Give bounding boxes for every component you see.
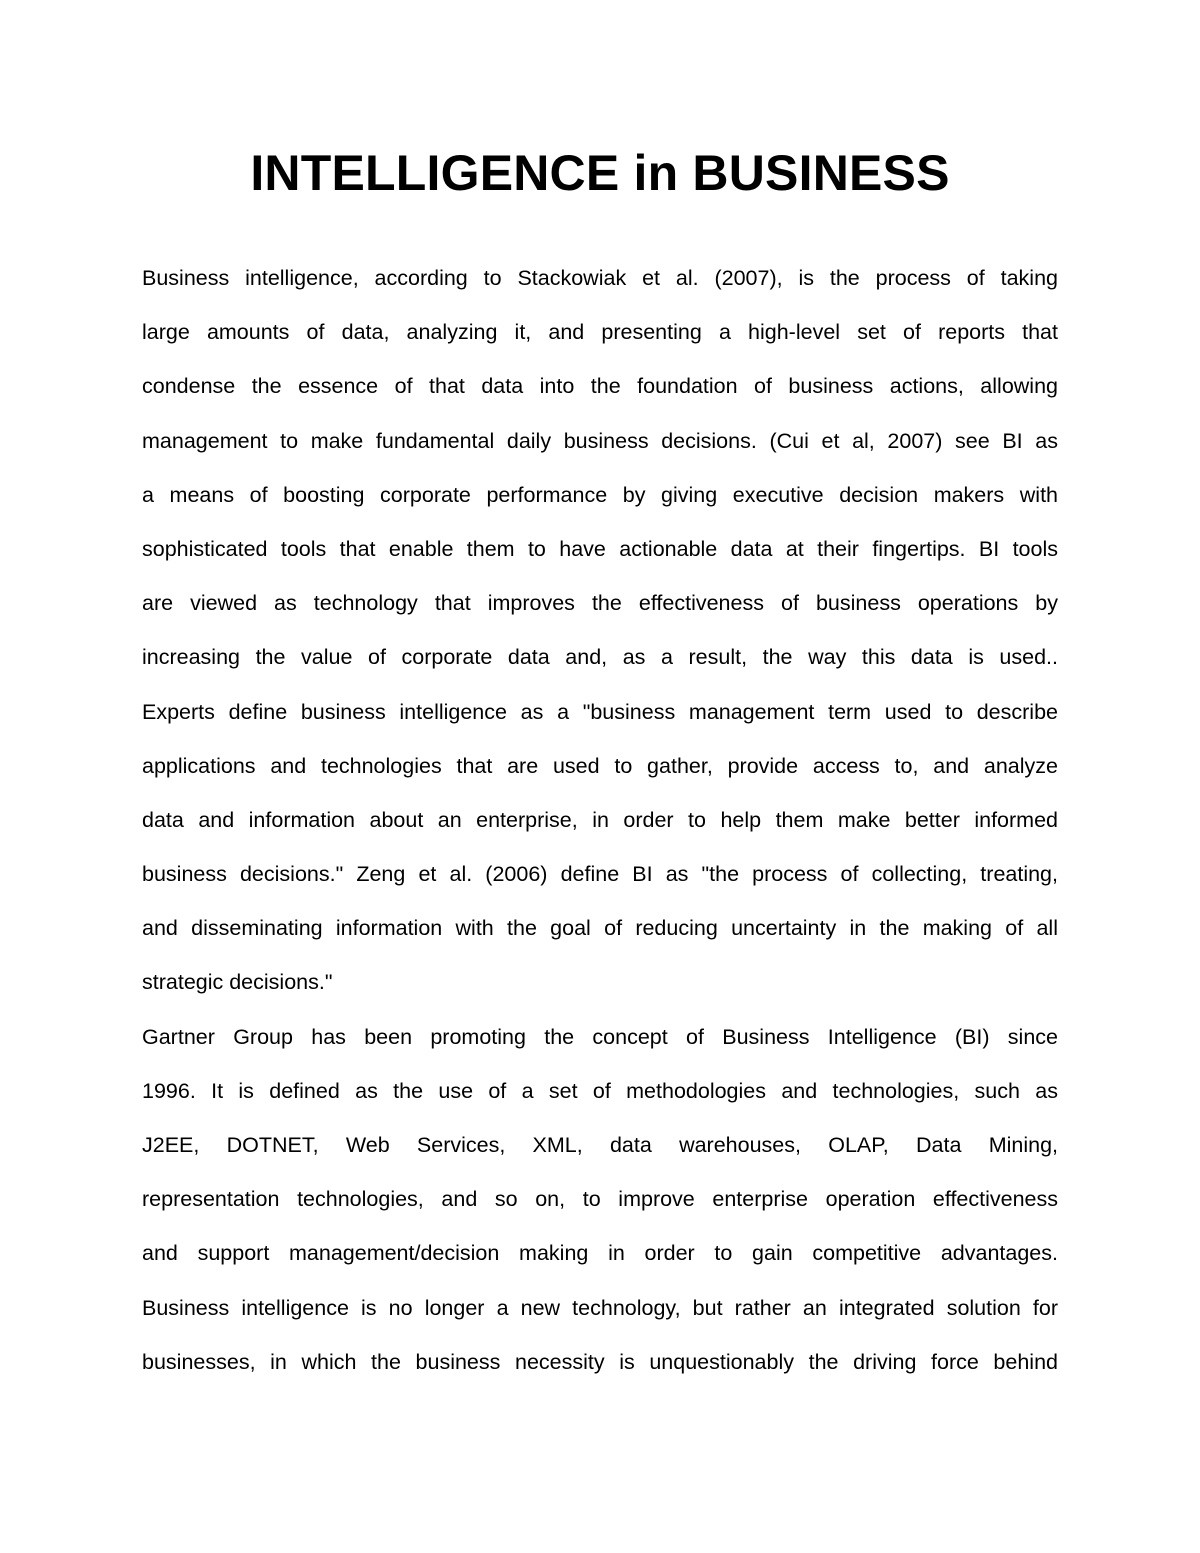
text-line: are viewed as technology that improves the effectiveness of business operations by — [142, 591, 1058, 616]
text-line: strategic decisions." — [142, 970, 333, 995]
body-text — [142, 251, 1058, 1389]
text-line: applications and technologies that are used to gather, provide access to, and analyze — [142, 753, 1058, 778]
text-line: business decisions." Zeng et al. (2006) define BI as "the process of collecting, treating, — [142, 862, 1058, 887]
text-line: Business intelligence, according to Stackowiak et al. (2007), is the process of taking — [142, 266, 1058, 290]
text-line: increasing the value of corporate data and, as a result, the way this data is used.. — [142, 645, 1058, 670]
text-line: 1996. It is defined as the use of a set of methodologies and technologies, such as — [142, 1078, 1058, 1103]
text-line: management to make fundamental daily business decisions. (Cui et al, 2007) see BI as — [142, 428, 1058, 453]
page-title: INTELLIGENCE in BUSINESS — [250, 145, 950, 201]
text-line: Gartner Group has been promoting the concept of Business Intelligence (BI) since — [142, 1024, 1058, 1049]
text-line: and disseminating information with the goal of reducing uncertainty in the making of all — [142, 916, 1058, 941]
text-line: large amounts of data, analyzing it, and presenting a high-level set of reports that — [142, 320, 1058, 345]
text-line: and support management/decision making in order to gain competitive advantages. — [142, 1241, 1058, 1266]
text-line: sophisticated tools that enable them to have actionable data at their fingertips. BI tools — [142, 536, 1058, 561]
text-line: J2EE, DOTNET, Web Services, XML, data warehouses, OLAP, Data Mining, — [142, 1133, 1058, 1157]
text-line: condense the essence of that data into the foundation of business actions, allowing — [142, 374, 1058, 399]
text-line: representation technologies, and so on, to improve enterprise operation effectiveness — [142, 1187, 1058, 1212]
text-line: Business intelligence is no longer a new technology, but rather an integrated solution for — [142, 1295, 1058, 1320]
text-line: a means of boosting corporate performance by giving executive decision makers with — [142, 482, 1058, 507]
text-line: Experts define business intelligence as a "business management term used to describe — [142, 699, 1058, 724]
text-line: businesses, in which the business necessity is unquestionably the driving force behind — [142, 1349, 1058, 1374]
text-line: data and information about an enterprise, in order to help them make better informed — [142, 807, 1058, 832]
